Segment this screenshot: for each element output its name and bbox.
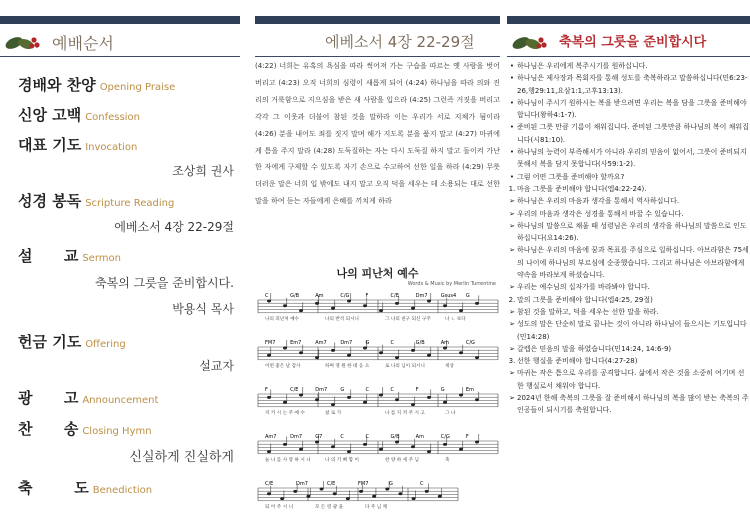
note-head	[475, 398, 479, 401]
note-head	[425, 490, 429, 493]
holly-leaf-icon	[511, 32, 549, 54]
lyric-line: 다 주 님 께	[365, 505, 388, 510]
header-divider	[507, 56, 750, 57]
panel-header	[255, 16, 500, 52]
note-head	[475, 356, 479, 359]
paragraph-text: 하나님의 능력이 부족해서가 아니라 우리의 믿음이 없어서, 그릇이 준비되지 못해서 복을 담지 못합니다(사59:1-2).	[517, 148, 747, 169]
note-head	[347, 450, 351, 453]
item-ko: 광 고	[18, 389, 79, 407]
bullet-marker: •	[509, 98, 515, 107]
outline-paragraph	[507, 367, 750, 392]
chord-symbol: C/G	[340, 293, 350, 299]
note-head	[379, 309, 383, 312]
outline-paragraph	[507, 294, 750, 306]
outline-paragraph	[507, 220, 750, 245]
note-head	[438, 495, 442, 498]
chord-symbol: C/E	[290, 387, 299, 393]
note-head	[363, 443, 367, 446]
chord-symbol: F	[365, 293, 369, 299]
item-ko: 경배와 찬양	[18, 76, 96, 94]
bullet-marker: •	[509, 123, 515, 132]
header-bar	[507, 16, 750, 24]
item-ko: 대표 기도	[18, 136, 82, 154]
note-head	[411, 403, 415, 406]
scripture-panel	[255, 0, 500, 530]
note-head	[427, 450, 431, 453]
chord-symbol: FM7	[358, 481, 369, 487]
paragraph-text: 말의 그릇을 준비해야 합니다(엡4:25, 29절)	[517, 295, 653, 304]
paragraph-text: 하나님은 우리의 마음과 생각을 통해서 역사하십니다.	[517, 197, 680, 206]
invocation-leader: 조상희 권사	[172, 164, 234, 178]
note-head	[411, 307, 415, 310]
outline-paragraph	[507, 195, 750, 207]
chord-symbol: Dm7	[290, 434, 303, 440]
note-head	[379, 448, 383, 451]
note-head	[320, 488, 324, 491]
offering-leader: 설교자	[199, 359, 234, 373]
paragraph-text: 우리는 예수님의 십자가를 바라봐야 합니다.	[517, 283, 650, 292]
chord-symbol: G	[365, 340, 370, 346]
chord-symbol: Em7	[290, 340, 302, 346]
outline-paragraph	[507, 146, 750, 171]
song-credit: Words & Music by Merlin Turrentine	[407, 281, 496, 287]
sheet-music	[255, 288, 500, 528]
bullet-marker: •	[509, 172, 515, 181]
order-item-offering	[18, 331, 126, 352]
bullet-marker: ➢	[509, 209, 515, 218]
order-item-opening-praise	[18, 74, 175, 95]
note-head	[283, 347, 287, 350]
lyric-line: 되 어 주 시 니	[265, 505, 294, 510]
song-title: 나의 피난처 예수	[336, 267, 419, 280]
paragraph-text: 2024년 한해 축복의 그릇을 잘 준비해서 하나님의 복을 많이 받는 축복의 주인공들이 되시기를 축원합니다.	[517, 394, 749, 415]
lyric-line: 나 ㄴ 보다	[445, 317, 466, 322]
outline-paragraph	[507, 244, 750, 281]
note-head	[283, 443, 287, 446]
chord-symbol: G/B	[415, 340, 425, 346]
item-ko: 축 도	[18, 479, 89, 497]
note-head	[299, 448, 303, 451]
chord-symbol: Am7	[265, 434, 277, 440]
chord-symbol: Dm7	[340, 340, 353, 346]
chord-symbol: F	[415, 387, 419, 393]
note-head	[267, 396, 271, 399]
paragraph-text: 준비된 그릇 만큼 기름이 채워집니다. 준비된 그릇만큼 하나님의 복이 채워집니다(시81:10).	[517, 123, 749, 144]
lyric-line: 그 나의 친구 되신 구주	[385, 317, 431, 322]
chord-symbol: Dm7	[415, 293, 428, 299]
note-head	[299, 309, 303, 312]
note-head	[427, 300, 431, 303]
chord-symbol: G/B	[290, 293, 300, 299]
chord-symbol: C	[365, 387, 369, 393]
order-item-benediction	[18, 477, 152, 498]
note-head	[372, 495, 376, 498]
outline-paragraph	[507, 318, 750, 343]
note-head	[459, 448, 463, 451]
note-head	[395, 302, 399, 305]
preacher-name: 박용식 목사	[172, 302, 234, 316]
lyric-line: 그 나	[445, 411, 456, 416]
note-head	[267, 354, 271, 357]
item-en: Invocation	[85, 142, 138, 153]
note-head	[459, 394, 463, 397]
page-title: 예배순서	[52, 34, 114, 53]
outline-paragraph	[507, 121, 750, 146]
paragraph-text: 갈렙은 믿음의 말을 하였습니다(민14:24, 14:6-9)	[517, 344, 672, 353]
item-en: Sermon	[82, 253, 121, 264]
paragraph-text: 하나님은 제사장과 목회자를 통해 성도를 축복하라고 말씀하십니다(민6:23-26,행29:11,요삼1:1,고후13:13).	[517, 74, 748, 95]
item-en: Announcement	[82, 395, 159, 406]
outline-paragraph	[507, 343, 750, 355]
note-head	[363, 304, 367, 307]
chord-symbol: Am	[415, 434, 424, 440]
note-head	[459, 351, 463, 354]
outline-paragraph	[507, 60, 750, 72]
note-head	[331, 403, 335, 406]
note-head	[347, 354, 351, 357]
lyric-line: 나의 반석 되시니	[325, 317, 359, 322]
chord-symbol: G	[389, 481, 393, 487]
paragraph-text: 하나님은 우리에게 복주시기를 원하십니다.	[517, 62, 648, 70]
note-head	[283, 401, 287, 404]
order-of-worship-panel	[0, 0, 240, 530]
chord-symbol: C/E	[265, 481, 274, 487]
note-head	[315, 398, 319, 401]
item-en: Scripture Reading	[85, 198, 175, 209]
note-head	[293, 490, 297, 493]
bullet-marker: ➢	[509, 344, 515, 353]
order-item-confession	[18, 104, 140, 125]
bullet-marker: ➢	[509, 369, 515, 378]
panel-header	[507, 16, 750, 52]
sermon-title: 축복의 그릇을 준비합시다.	[95, 276, 234, 290]
outline-paragraph	[507, 306, 750, 318]
chord-symbol: G7	[315, 434, 323, 440]
order-item-invocation	[18, 134, 137, 155]
chord-symbol: C/E	[327, 481, 336, 487]
note-head	[475, 441, 479, 444]
header-divider	[0, 56, 240, 57]
bullet-marker: ➢	[509, 320, 515, 329]
chord-symbol: FM7	[265, 340, 276, 346]
note-head	[475, 302, 479, 305]
chord-symbol: G/B	[390, 434, 400, 440]
chord-symbol: C	[420, 481, 424, 487]
chord-symbol: C/G	[440, 434, 450, 440]
lyric-line: 하며 영 원 한 대 응 으	[325, 364, 370, 369]
chord-symbol: G	[340, 387, 345, 393]
note-head	[379, 351, 383, 354]
chord-symbol: Em	[465, 387, 474, 393]
note-head	[398, 492, 402, 495]
sermon-outline	[507, 60, 750, 417]
bullet-marker: •	[509, 74, 515, 83]
chord-symbol: Am	[440, 340, 450, 346]
chord-symbol: C	[340, 434, 344, 440]
closing-hymn-title: 신실하게 진실하게	[129, 450, 234, 465]
note-head	[347, 396, 351, 399]
outline-paragraph	[507, 208, 750, 220]
paragraph-text: 성도의 말은 단순히 말로 끝나는 것이 아니라 하나님이 들으시는 기도입니다(민14:28)	[517, 320, 747, 341]
bullet-marker: ➢	[509, 283, 515, 292]
scripture-text: (4:22) 너희는 유혹의 욕심을 따라 썩어져 가는 구습을 따르는 옛 사람을 벗어 버리고 (4:23) 오직 너희의 심령이 새롭게 되어 (4:24) 하나님을 따라 의와 진리의 거룩함으로 지으심을 받은 새 사람을 입으라 (4:25) 그런즉 거짓을 버리고 각각 그 이웃과 더불어 참된 것을 말하라 이는 우리가 서로 지체가 됨이라 (4:26) 분을 내어도 죄를 짓지 말며 해가 지도록 분을 품지 말고 (4:27) 마귀에게 틈을 주지 말라 (4:28) 도둑질하는 자는 다시 도둑질 하지 말고 돌이켜 가난한 자에게 구제할 수 있도록 자기 손으로 수고하여 선한 일을 하라 (4:29) 무릇 더러운 말은 너희 입 밖에도 내지 말고 오직 덕을 세우는 데 소용되는 대로 선한 말을 하여 듣는 자들에게 은혜를 끼치게 하라	[255, 61, 500, 206]
lyric-line: 모 든 영 광 을	[315, 505, 344, 510]
lyric-line: 나 의 기 뻐 함 이	[325, 458, 359, 463]
paragraph-text: 마음 그릇을 준비해야 합니다(엡4:22-24).	[517, 184, 647, 193]
note-head	[315, 356, 319, 359]
note-head	[411, 445, 415, 448]
bullet-marker: •	[509, 148, 515, 157]
chord-symbol: G	[465, 293, 470, 299]
order-item-announcement	[18, 387, 158, 408]
note-head	[331, 307, 335, 310]
note-head	[411, 349, 415, 352]
chord-symbol: Dm7	[315, 387, 328, 393]
note-head	[395, 356, 399, 359]
lyric-line: 축	[445, 458, 450, 463]
note-head	[443, 443, 447, 446]
outline-paragraph	[507, 281, 750, 293]
bullet-marker: ➢	[509, 221, 515, 230]
note-head	[331, 349, 335, 352]
outline-paragraph	[507, 392, 750, 417]
paragraph-text: 참된 것을 말하고, 덕을 세우는 선한 말을 하라.	[517, 307, 659, 316]
note-head	[459, 309, 463, 312]
outline-paragraph	[507, 72, 750, 97]
note-head	[443, 304, 447, 307]
header-bar	[255, 16, 500, 24]
outline-paragraph	[507, 183, 750, 195]
outline-paragraph	[507, 97, 750, 122]
order-item-sermon	[18, 245, 121, 266]
chord-symbol: F	[265, 387, 268, 393]
scripture-reference: 에베소서 4장 22-29절	[114, 220, 234, 234]
chord-symbol: F	[465, 434, 469, 440]
chord-symbol: C/G	[465, 340, 475, 346]
note-head	[280, 497, 284, 500]
note-head	[346, 497, 350, 500]
lyric-line: 세상	[445, 364, 454, 369]
item-en: Benediction	[92, 485, 153, 496]
note-head	[315, 441, 319, 444]
paragraph-text: 하나님이 주시기 원하시는 복을 받으려면 우리는 복을 담을 그릇을 준비해야 합니다(왕하4:1-7).	[517, 98, 747, 120]
order-item-closing-hymn	[18, 418, 152, 439]
lyric-line: 살 로 가	[325, 411, 342, 416]
chord-symbol: C/E	[390, 293, 399, 299]
note-head	[283, 304, 287, 307]
paragraph-text: 그럼 어떤 그릇을 준비해야 할까요?	[517, 172, 625, 181]
paragraph-text: 하나님의 말씀으로 채울 때 성령님은 우리의 생각을 하나님의 말씀으로 인도하십니다(요14:26).	[517, 221, 747, 243]
chord-symbol: Gsus4	[440, 293, 457, 299]
note-head	[299, 394, 303, 397]
item-en: Offering	[85, 339, 126, 350]
item-en: Opening Praise	[99, 82, 176, 93]
lyric-line: 어떤 좋은 날 감사	[265, 364, 301, 369]
paragraph-text: 하나님은 우리의 마음에 꿈과 목표를 주심으로 일하십니다. 아브라함은 75세의 나이에 하나님의 부르심에 순종했습니다. 그리고 하나님은 아브라함에게 약속을 바라보게 하셨습니다.	[517, 246, 749, 280]
chord-symbol: C	[390, 340, 395, 346]
note-head	[443, 401, 447, 404]
sermon-outline-panel	[507, 0, 750, 530]
paragraph-text: 마귀는 작은 틈으로 우리를 공격합니다. 삶에서 작은 것을 소중히 여기며 선한 행실로서 채워야 합니다.	[517, 369, 745, 390]
bullet-marker: 3.	[508, 357, 516, 366]
note-head	[267, 450, 271, 453]
item-ko: 신앙 고백	[18, 106, 82, 124]
item-ko: 찬 송	[18, 420, 79, 438]
lyric-line: 로 나의 님이 되시니	[385, 364, 425, 369]
note-head	[443, 347, 447, 350]
bullet-marker: ➢	[509, 307, 515, 316]
note-head	[315, 302, 319, 305]
chord-symbol: C	[390, 387, 395, 393]
item-ko: 헌금 기도	[18, 333, 82, 351]
lyric-line: 나 를 지 켜 주 시 고	[385, 411, 425, 416]
bullet-marker: ➢	[509, 197, 515, 206]
note-head	[379, 394, 383, 397]
chord-symbol: Am7	[315, 340, 327, 346]
note-head	[333, 492, 337, 495]
item-ko: 성경 봉독	[18, 192, 82, 210]
paragraph-text: 우리의 마음과 생각은 성경을 통해서 바꿀 수 있습니다.	[517, 209, 684, 218]
header-bar	[0, 16, 240, 24]
item-en: Confession	[85, 112, 140, 123]
paragraph-text: 선한 행실을 준비해야 합니다(4:27-28)	[517, 357, 638, 366]
scripture-heading: 에베소서 4장 22-29절	[325, 33, 475, 51]
note-head	[427, 354, 431, 357]
note-head	[385, 488, 389, 491]
lyric-line: 찬 양 하 세 주 님	[385, 458, 419, 463]
order-item-scripture	[18, 190, 174, 211]
header-divider	[255, 56, 500, 57]
bullet-marker: ➢	[509, 246, 515, 255]
outline-paragraph	[507, 171, 750, 183]
chord-symbol: G	[440, 387, 445, 393]
bullet-marker: 1.	[508, 184, 516, 193]
panel-header	[0, 16, 240, 52]
note-head	[395, 441, 399, 444]
item-ko: 설 교	[18, 247, 79, 265]
note-head	[363, 401, 367, 404]
note-head	[306, 495, 310, 498]
outline-paragraph	[507, 355, 750, 367]
note-head	[359, 490, 363, 493]
lyric-line: 지 키 시 는 주 예 수	[265, 411, 305, 416]
chord-symbol: Am	[315, 293, 324, 299]
item-en: Closing Hymn	[82, 426, 152, 437]
note-head	[427, 396, 431, 399]
chord-symbol: C	[365, 434, 369, 440]
sermon-heading: 축복의 그릇을 준비합시다	[559, 35, 707, 50]
chord-symbol: Dm7	[296, 481, 308, 487]
bullet-marker: ➢	[509, 394, 515, 403]
bullet-marker: •	[509, 62, 515, 70]
note-head	[267, 492, 271, 495]
note-head	[412, 497, 416, 500]
note-head	[331, 445, 335, 448]
lyric-line: 나의 피난처 예수	[265, 317, 299, 322]
note-head	[299, 351, 303, 354]
lyric-line: 늘 나 를 사 랑 하 시 니	[265, 458, 311, 463]
note-head	[347, 300, 351, 303]
holly-leaf-icon	[4, 32, 42, 54]
chord-symbol: C	[265, 293, 269, 299]
bullet-marker: 2.	[508, 295, 516, 304]
note-head	[395, 398, 399, 401]
note-head	[267, 300, 271, 303]
note-head	[363, 347, 367, 350]
